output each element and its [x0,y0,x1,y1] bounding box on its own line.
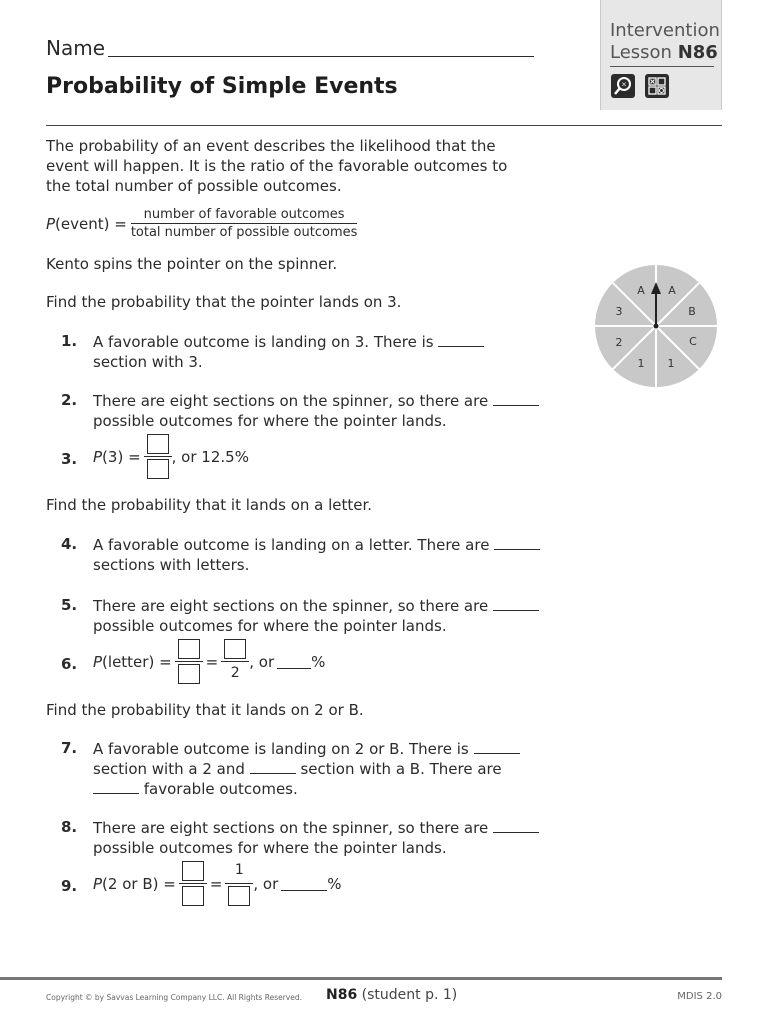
q3-fraction [144,434,172,479]
spinner-graphic [594,264,718,388]
spinner-label-2: 2 [615,336,623,349]
footer-copyright: Copyright © by Savvas Learning Company LLC. All Rights Reserved. [46,993,303,1002]
q9-p: P [93,874,103,893]
badge-lesson [610,42,718,63]
formula-fraction [131,207,358,241]
spinner-label-1a: 1 [667,357,675,370]
kento-text: Kento spins the pointer on the spinner. [46,255,338,273]
q7-text [93,739,543,799]
lesson-badge [600,0,722,110]
formula-denominator: total number of possible outcomes [130,225,358,240]
q9-number: 9. [61,877,78,895]
q7-number: 7. [61,739,78,757]
footer-mdis: MDIS 2.0 [677,991,722,1002]
grid-icon [645,74,669,98]
q5-line1: There are eight sections on the spinner, so there are [93,597,489,615]
page-title: Probability of Simple Events [46,74,398,99]
q8-text [93,818,543,858]
svg-text:×: × [621,80,627,89]
q9-denominator-box-2[interactable] [228,886,250,906]
q9-denominator-box-1[interactable] [182,886,204,906]
q3-denominator-box[interactable] [147,459,169,479]
q6-percent: % [311,652,326,671]
q1-answer-blank[interactable] [438,333,484,347]
q9-numerator: 1 [234,862,244,878]
q6-arg: (letter) = [102,652,172,671]
section1-prompt: Find the probability that the pointer lands on 3. [46,293,402,311]
q5-answer-blank[interactable] [493,597,539,611]
section3-prompt: Find the probability that it lands on 2 or B. [46,701,364,719]
q9-numerator-box-1[interactable] [182,861,204,881]
q9-fraction-1 [179,861,207,906]
spinner-label-3: 3 [615,305,623,318]
formula-event: (event) = [55,215,127,233]
q7-answer-blank-1[interactable] [474,740,520,754]
name-line[interactable] [108,56,534,57]
q9-equation [93,861,342,906]
q8-number: 8. [61,818,78,836]
q1-number: 1. [61,332,78,350]
q3-p: P [93,447,103,466]
q3-number: 3. [61,450,78,468]
q8-line2: possible outcomes for where the pointer lands. [93,839,447,857]
q3-arg: (3) = [102,447,141,466]
q9-arg: (2 or B) = [102,874,176,893]
q4-line2: sections with letters. [93,556,250,574]
q7-answer-blank-2[interactable] [250,760,296,774]
badge-intervention: Intervention [610,20,720,41]
q7-line3: favorable outcomes. [143,780,298,798]
footer-page [326,987,457,1003]
q7-line1: A favorable outcome is landing on 2 or B. There is [93,740,469,758]
q3-equation [93,434,249,479]
q6-denominator: 2 [230,665,240,681]
q5-line2: possible outcomes for where the pointer lands. [93,617,447,635]
q3-tail: , or 12.5% [171,447,249,466]
q5-text [93,596,543,636]
q9-fraction-2 [225,861,253,906]
formula-numerator: number of favorable outcomes [143,207,345,222]
probability-formula [46,207,357,241]
q2-answer-blank[interactable] [493,392,539,406]
spinner-label-a2: A [637,284,645,297]
q9-percent: % [327,874,342,893]
q6-number: 6. [61,655,78,673]
q9-equals: = [209,874,223,893]
q1-line2: section with 3. [93,353,203,371]
q2-text [93,391,543,431]
q6-numerator-box-2[interactable] [224,639,246,659]
q6-fraction-2 [221,639,249,684]
q6-denominator-box-1[interactable] [178,664,200,684]
q1-line1: A favorable outcome is landing on 3. There is [93,333,434,351]
q1-text [93,332,543,372]
q6-percent-blank[interactable] [277,655,311,669]
q2-line1: There are eight sections on the spinner, so there are [93,392,489,410]
q9-or: , or [253,874,279,893]
intro-paragraph: The probability of an event describes the likelihood that the event will happen. It is the ratio of the favorable outcomes to the total number of possible outcomes. [46,137,508,195]
footer-code: N86 [326,987,358,1003]
spinner-label-c: C [689,335,697,348]
header-divider [46,125,722,126]
spinner [594,264,718,388]
q7-line2b: section with a B. There are [300,760,502,778]
q6-or: , or [249,652,275,671]
q2-number: 2. [61,391,78,409]
q3-numerator-box[interactable] [147,434,169,454]
q7-answer-blank-3[interactable] [93,780,139,794]
q2-line2: possible outcomes for where the pointer lands. [93,412,447,430]
badge-lesson-word: Lesson [610,42,672,63]
q8-line1: There are eight sections on the spinner, so there are [93,819,489,837]
q6-equals: = [205,652,219,671]
badge-code: N86 [677,42,718,63]
q4-answer-blank[interactable] [494,536,540,550]
q4-number: 4. [61,535,78,553]
q6-equation [93,639,325,684]
q5-number: 5. [61,596,78,614]
q7-line2a: section with a 2 and [93,760,245,778]
badge-rule [610,66,714,67]
spinner-label-b: B [688,305,696,318]
section2-prompt: Find the probability that it lands on a letter. [46,496,373,514]
q4-line1: A favorable outcome is landing on a letter. There are [93,536,490,554]
footer-rule [0,977,722,980]
q9-percent-blank[interactable] [281,877,327,891]
q8-answer-blank[interactable] [493,819,539,833]
spinner-label-1b: 1 [637,357,645,370]
q4-text [93,535,543,575]
q6-p: P [93,652,103,671]
q6-numerator-box-1[interactable] [178,639,200,659]
magnifier-icon [611,74,635,98]
name-label: Name [46,36,106,60]
footer-student-page: (student p. 1) [361,987,458,1003]
spinner-label-a1: A [668,284,676,297]
q6-fraction-1 [175,639,203,684]
formula-p: P [46,215,56,233]
